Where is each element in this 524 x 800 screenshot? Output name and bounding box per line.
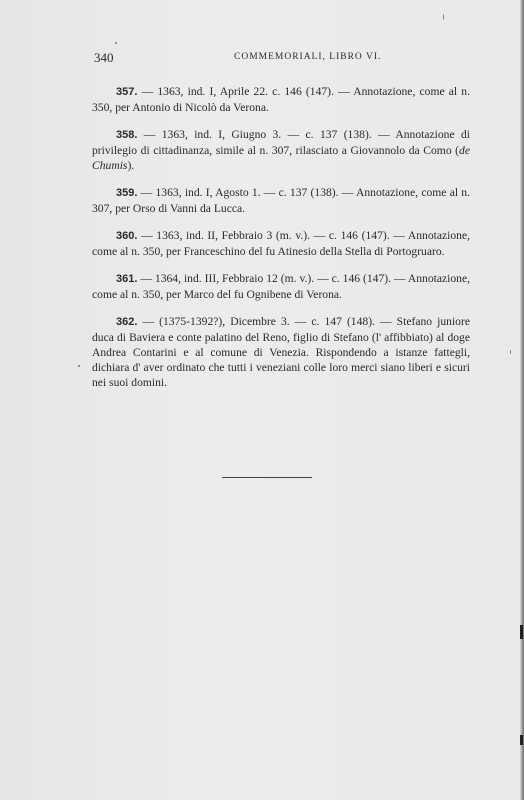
- page-number: 340: [94, 50, 114, 65]
- entry-360: [92, 228, 470, 259]
- page-edge-mark: [520, 625, 523, 639]
- entry-italic-name: de Chumis: [92, 143, 470, 172]
- page-edge-mark: [520, 735, 523, 745]
- entry-number: 357.: [116, 85, 138, 98]
- entry-number: 359.: [116, 186, 138, 199]
- entry-number: 361.: [116, 272, 138, 285]
- entry-number: 362.: [116, 315, 138, 328]
- entry-361: [92, 271, 470, 302]
- entry-text: — (1375-1392?), Dicembre 3. — c. 147 (148). — Stefano juniore duca di Baviera e conte palatino del Reno, figlio di Stefano (l' affibbiato) al doge Andrea Contarini e al comune di Venezia. Rispondendo a istanze fattegli, dichiara d' aver ordinato che tutti i veneziani colle loro merci siano liberi e sicuri nei suoi domini.: [92, 314, 470, 389]
- paper-speck: [443, 14, 444, 20]
- entry-text-after: ).: [127, 158, 135, 172]
- entry-357: [92, 84, 470, 115]
- page-edge: [520, 0, 524, 800]
- entry-text: — 1364, ind. III, Febbraio 12 (m. v.). — c. 146 (147). — Annotazione, come al n. 350, per Marco del fu Ognibene di Verona.: [92, 271, 470, 301]
- entry-text: — 1363, ind. II, Febbraio 3 (m. v.). — c. 146 (147). — Annotazione, come al n. 350, per Franceschino del fu Atinesio della Stella di Portogruaro.: [92, 228, 470, 258]
- entry-number: 358.: [116, 128, 138, 141]
- entry-text: — 1363, ind. I, Agosto 1. — c. 137 (138). — Annotazione, come al n. 307, per Orso di Vanni da Lucca.: [92, 185, 470, 215]
- entry-number: 360.: [116, 229, 138, 242]
- entry-text: — 1363, ind. I, Giugno 3. — c. 137 (138). — Annotazione di privilegio di cittadinanza, simile al n. 307, rilasciato a Giovannolo da Como (: [92, 127, 470, 157]
- paper-speck: [510, 350, 511, 354]
- entry-359: [92, 185, 470, 216]
- paper-speck: [78, 365, 80, 367]
- running-title: COMMEMORIALI, LIBRO VI.: [234, 52, 382, 62]
- page-header: [94, 50, 474, 66]
- paper-speck: [115, 42, 117, 44]
- entries-list: [92, 72, 470, 402]
- entry-362: [92, 314, 470, 390]
- entry-358: [92, 127, 470, 173]
- section-end-rule: [222, 477, 312, 478]
- entry-text: — 1363, ind. I, Aprile 22. c. 146 (147). — Annotazione, come al n. 350, per Antonio di Nicolò da Verona.: [92, 84, 470, 114]
